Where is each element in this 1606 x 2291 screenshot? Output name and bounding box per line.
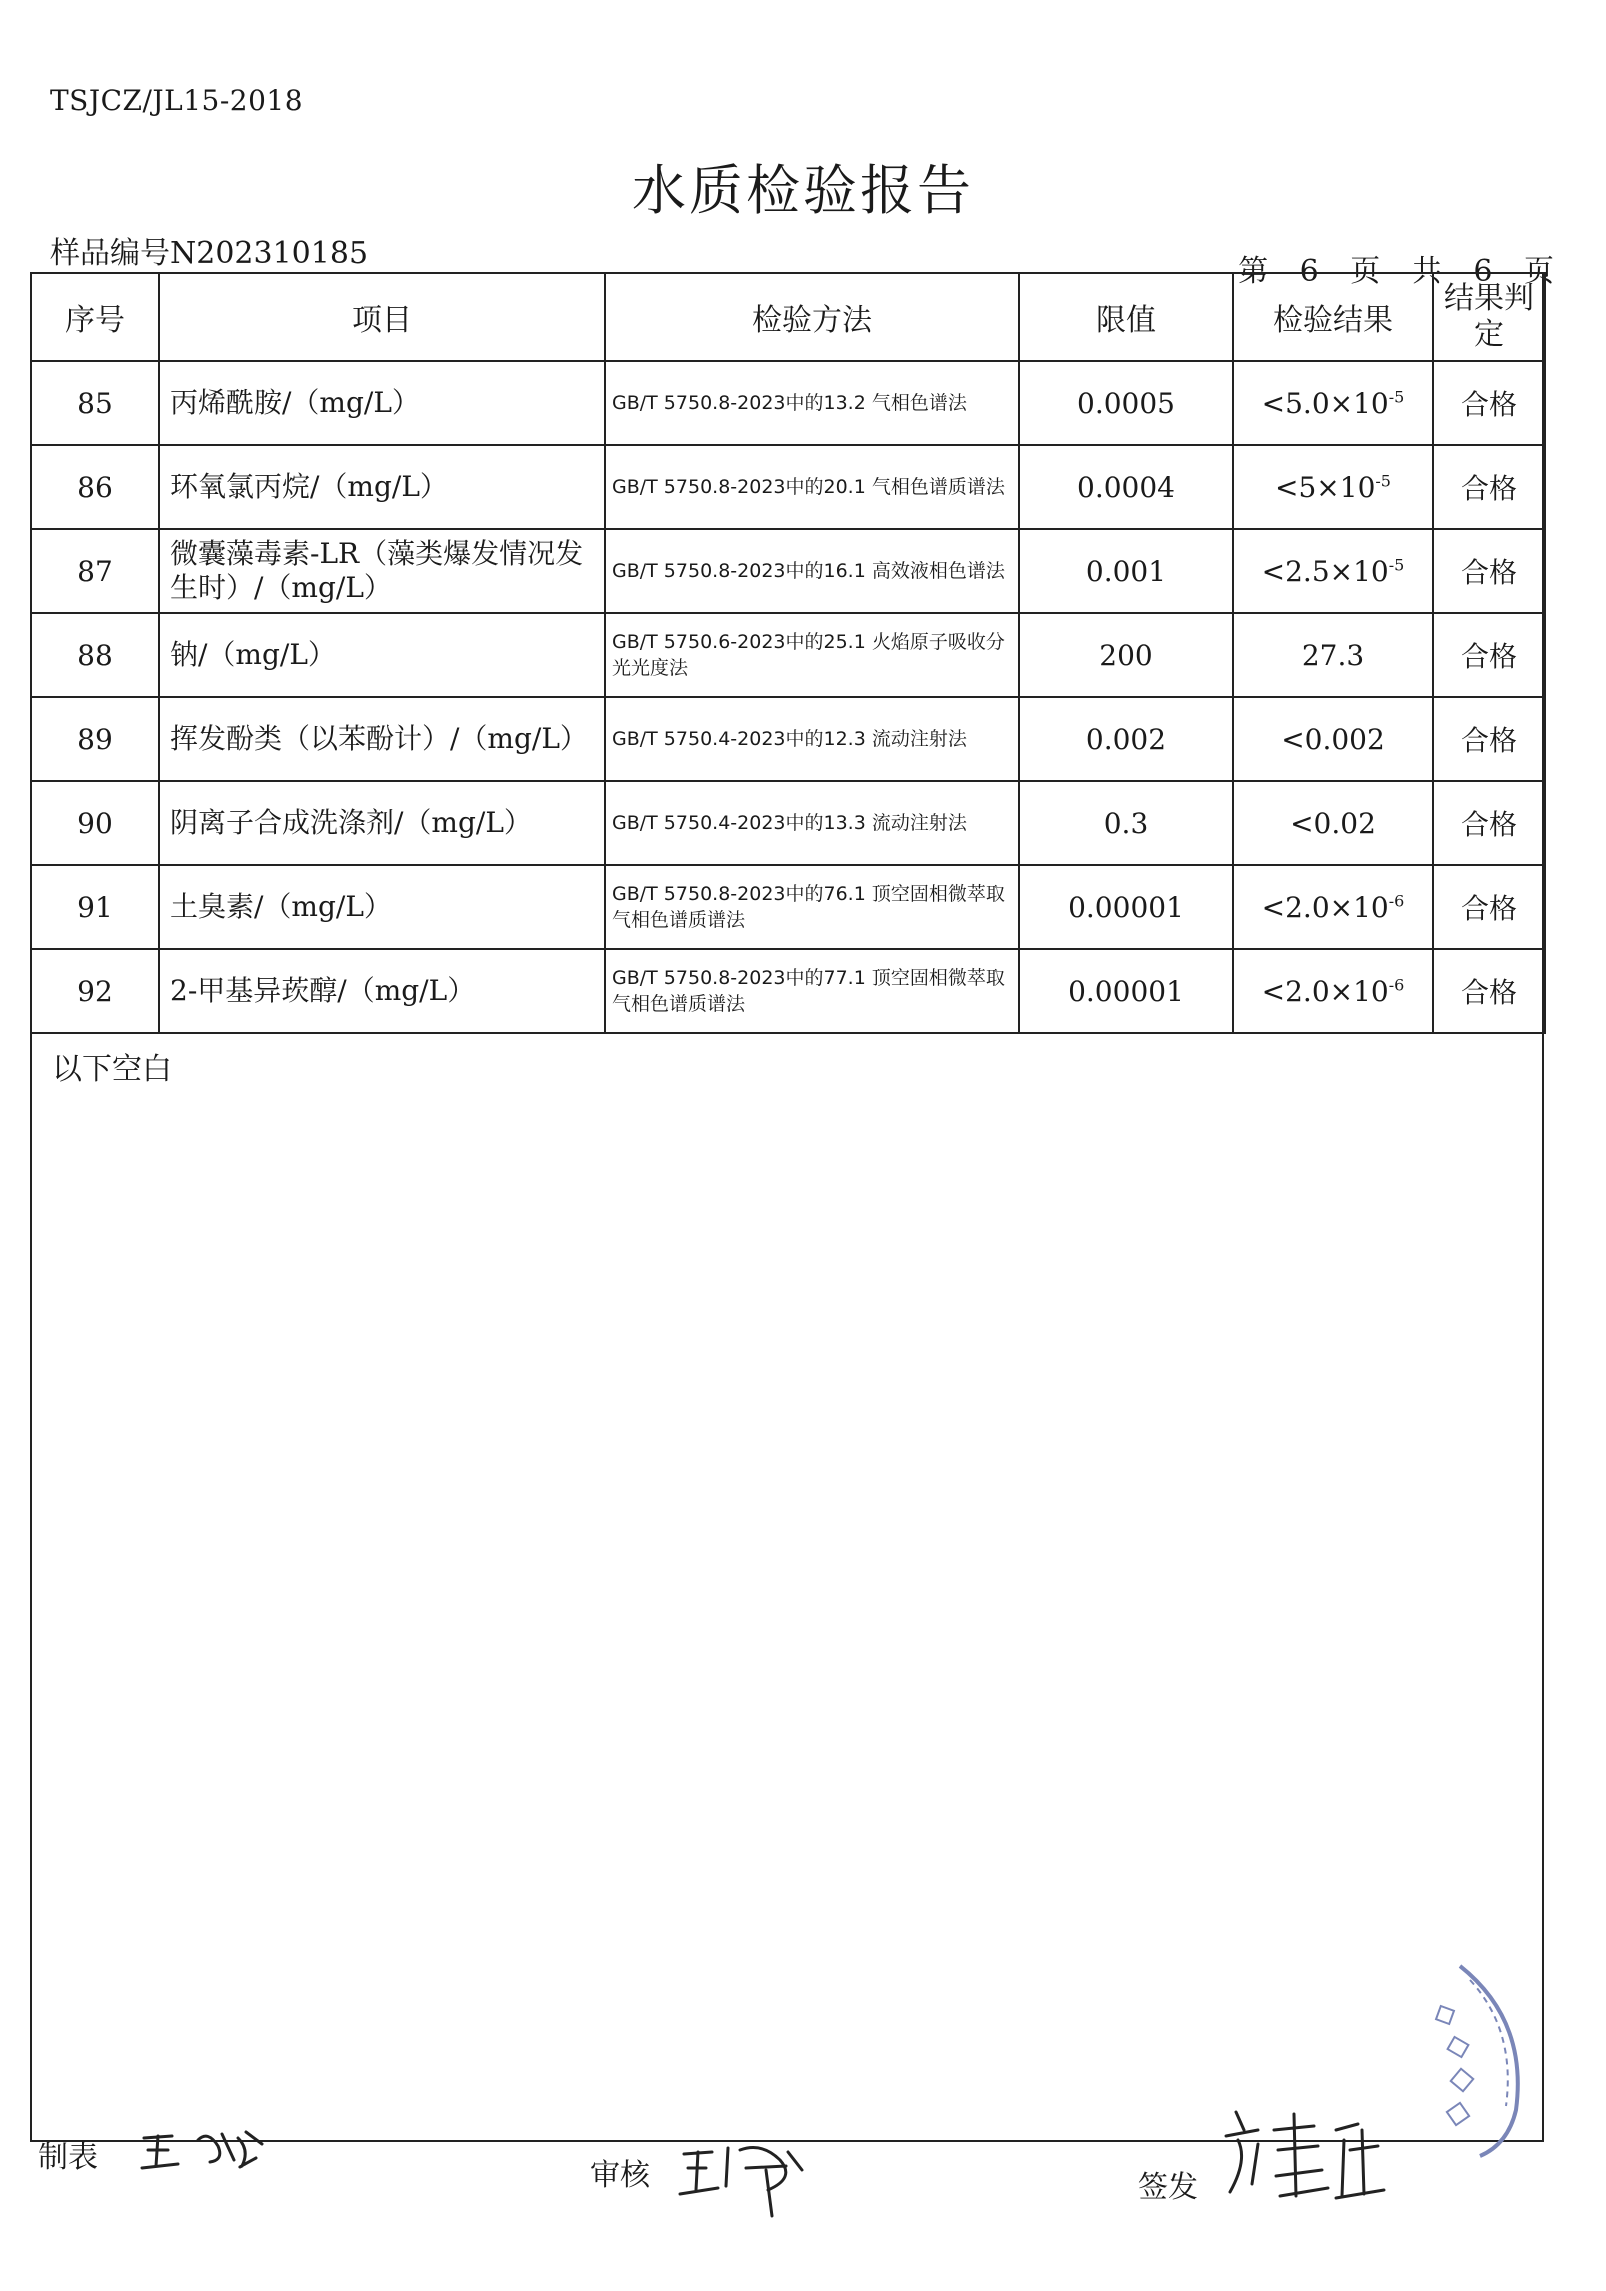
row-seq: 90 [31, 781, 159, 865]
row-method: GB/T 5750.4-2023中的12.3 流动注射法 [605, 697, 1019, 781]
result-value: <0.002 [1281, 722, 1385, 756]
prepared-signature [138, 2110, 278, 2180]
official-seal [1420, 1960, 1530, 2160]
reviewed-by-label: 审核 [590, 2158, 650, 2193]
results-table [30, 272, 1546, 1034]
row-limit: 0.0005 [1019, 361, 1233, 445]
row-item: 丙烯酰胺/（mg/L） [159, 361, 605, 445]
row-item: 2-甲基异莰醇/（mg/L） [159, 949, 605, 1033]
prepared-by-label: 制表 [38, 2140, 98, 2175]
row-judgement: 合格 [1433, 361, 1545, 445]
table-row [31, 613, 1545, 697]
row-seq: 87 [31, 529, 159, 613]
result-value: <2.5×10 [1261, 554, 1389, 588]
table-row [31, 529, 1545, 613]
document-code: TSJCZ/JL15-2018 [50, 84, 304, 117]
header-judgement: 结果判定 [1433, 273, 1545, 361]
row-seq: 88 [31, 613, 159, 697]
row-seq: 92 [31, 949, 159, 1033]
issued-by-label: 签发 [1138, 2170, 1198, 2205]
row-judgement: 合格 [1433, 445, 1545, 529]
result-value: <2.0×10 [1261, 974, 1389, 1008]
row-limit: 200 [1019, 613, 1233, 697]
row-result [1233, 949, 1433, 1033]
table-row [31, 781, 1545, 865]
row-limit: 0.002 [1019, 697, 1233, 781]
row-item: 挥发酚类（以苯酚计）/（mg/L） [159, 697, 605, 781]
row-result [1233, 697, 1433, 781]
row-item: 环氧氯丙烷/（mg/L） [159, 445, 605, 529]
row-result [1233, 529, 1433, 613]
header-method: 检验方法 [605, 273, 1019, 361]
table-row [31, 865, 1545, 949]
row-judgement: 合格 [1433, 781, 1545, 865]
row-seq: 91 [31, 865, 159, 949]
result-exponent: -6 [1388, 891, 1405, 911]
sample-number: 样品编号N202310185 [50, 236, 369, 271]
row-item: 土臭素/（mg/L） [159, 865, 605, 949]
row-method: GB/T 5750.8-2023中的13.2 气相色谱法 [605, 361, 1019, 445]
row-method: GB/T 5750.6-2023中的25.1 火焰原子吸收分光光度法 [605, 613, 1019, 697]
row-method: GB/T 5750.4-2023中的13.3 流动注射法 [605, 781, 1019, 865]
table-row [31, 445, 1545, 529]
header-item: 项目 [159, 273, 605, 361]
row-result [1233, 361, 1433, 445]
result-value: <5.0×10 [1261, 386, 1389, 420]
table-row [31, 361, 1545, 445]
row-seq: 86 [31, 445, 159, 529]
row-seq: 85 [31, 361, 159, 445]
result-value: <2.0×10 [1261, 890, 1389, 924]
result-exponent: -6 [1388, 975, 1405, 995]
page-title: 水质检验报告 [632, 159, 974, 222]
table-header-row [31, 273, 1545, 361]
row-judgement: 合格 [1433, 949, 1545, 1033]
issued-signature [1218, 2100, 1388, 2210]
result-value: <0.02 [1290, 806, 1376, 840]
result-value: <5×10 [1275, 470, 1376, 504]
row-judgement: 合格 [1433, 613, 1545, 697]
table-row [31, 697, 1545, 781]
result-exponent: -5 [1388, 555, 1405, 575]
result-value: 27.3 [1301, 638, 1365, 672]
row-method: GB/T 5750.8-2023中的16.1 高效液相色谱法 [605, 529, 1019, 613]
row-result [1233, 613, 1433, 697]
reviewed-signature [676, 2130, 816, 2220]
row-result [1233, 865, 1433, 949]
row-seq: 89 [31, 697, 159, 781]
row-judgement: 合格 [1433, 865, 1545, 949]
row-item: 微囊藻毒素-LR（藻类爆发情况发生时）/（mg/L） [159, 529, 605, 613]
row-method: GB/T 5750.8-2023中的20.1 气相色谱质谱法 [605, 445, 1019, 529]
row-item: 阴离子合成洗涤剂/（mg/L） [159, 781, 605, 865]
row-limit: 0.0004 [1019, 445, 1233, 529]
row-method: GB/T 5750.8-2023中的77.1 顶空固相微萃取气相色谱质谱法 [605, 949, 1019, 1033]
row-judgement: 合格 [1433, 697, 1545, 781]
header-limit: 限值 [1019, 273, 1233, 361]
header-result: 检验结果 [1233, 273, 1433, 361]
result-exponent: -5 [1388, 387, 1405, 407]
blank-below-note: 以下空白 [52, 1052, 172, 1087]
row-limit: 0.00001 [1019, 865, 1233, 949]
header-seq: 序号 [31, 273, 159, 361]
row-limit: 0.00001 [1019, 949, 1233, 1033]
row-item: 钠/（mg/L） [159, 613, 605, 697]
row-judgement: 合格 [1433, 529, 1545, 613]
result-exponent: -5 [1375, 471, 1391, 491]
table-row [31, 949, 1545, 1033]
row-limit: 0.3 [1019, 781, 1233, 865]
row-method: GB/T 5750.8-2023中的76.1 顶空固相微萃取气相色谱质谱法 [605, 865, 1019, 949]
row-result [1233, 781, 1433, 865]
page-indicator: 第 6 页 共 6 页 [1238, 254, 1554, 289]
row-result [1233, 445, 1433, 529]
row-limit: 0.001 [1019, 529, 1233, 613]
